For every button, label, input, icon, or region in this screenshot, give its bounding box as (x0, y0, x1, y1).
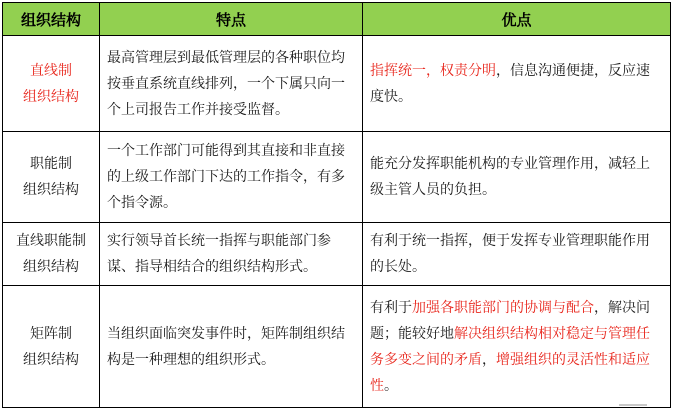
type-name: 直线职能制 (16, 233, 86, 249)
highlight-text: 加强各职能部门的协调与配合 (412, 299, 594, 316)
type-cell (3, 132, 100, 223)
advantages-cell (363, 36, 671, 132)
highlight-text: 解决组织结构相对稳定与管理任务多变之间的矛盾 (370, 325, 650, 368)
advantages-cell: 有利于统一指挥，便于发挥专业管理职能作用的长处。 (363, 223, 671, 286)
table-row-matrix-structure (3, 286, 671, 408)
type-cell (3, 36, 100, 132)
plain-text: 。 (384, 377, 398, 394)
type-cell (3, 223, 100, 286)
table-row-line-structure (3, 36, 671, 132)
features-cell: 最高管理层到最低管理层的各种职位均按垂直系统直线排列，一个下属只向一个上司报告工作并接受监督。 (100, 36, 363, 132)
type-cell (3, 286, 100, 408)
plain-text: 有利于 (370, 299, 412, 316)
highlight-text: 增强组织的灵活性和适应性 (370, 351, 650, 394)
type-name: 矩阵制 (30, 325, 72, 342)
type-name: 职能制 (30, 156, 72, 172)
features-cell: 当组织面临突发事件时，矩阵制组织结构是一种理想的组织形式。 (100, 286, 363, 408)
header-features: 特点 (100, 3, 363, 36)
features-cell: 实行领导首长统一指挥与职能部门参谋、指导相结合的组织结构形式。 (100, 223, 363, 286)
type-suffix: 组织结构 (23, 182, 79, 198)
features-cell: 一个工作部门可能得到其直接和非直接的上级工作部门下达的工作指令，有多个指令源。 (100, 132, 363, 223)
table-row-line-functional-structure (3, 223, 671, 286)
plain-text: ， (482, 351, 496, 368)
type-suffix: 组织结构 (23, 259, 79, 275)
advantages-cell: 能充分发挥职能机构的专业管理作用，减轻上级主管人员的负担。 (363, 132, 671, 223)
header-advantages: 优点 (363, 3, 671, 36)
bottom-divider (619, 404, 647, 406)
advantages-cell (363, 286, 671, 408)
type-suffix: 组织结构 (23, 351, 79, 368)
org-structure-table (2, 2, 671, 408)
plain-text: ，解决问题；能较好地 (370, 299, 650, 342)
type-suffix: 组织结构 (23, 88, 79, 105)
table-row-functional-structure (3, 132, 671, 223)
highlight-text: 指挥统一，权责分明 (370, 62, 496, 79)
type-name: 直线制 (30, 62, 72, 79)
header-type: 组织结构 (3, 3, 100, 36)
plain-text: ，信息沟通便捷，反应速度快。 (370, 62, 650, 105)
table-header-row (3, 3, 671, 36)
